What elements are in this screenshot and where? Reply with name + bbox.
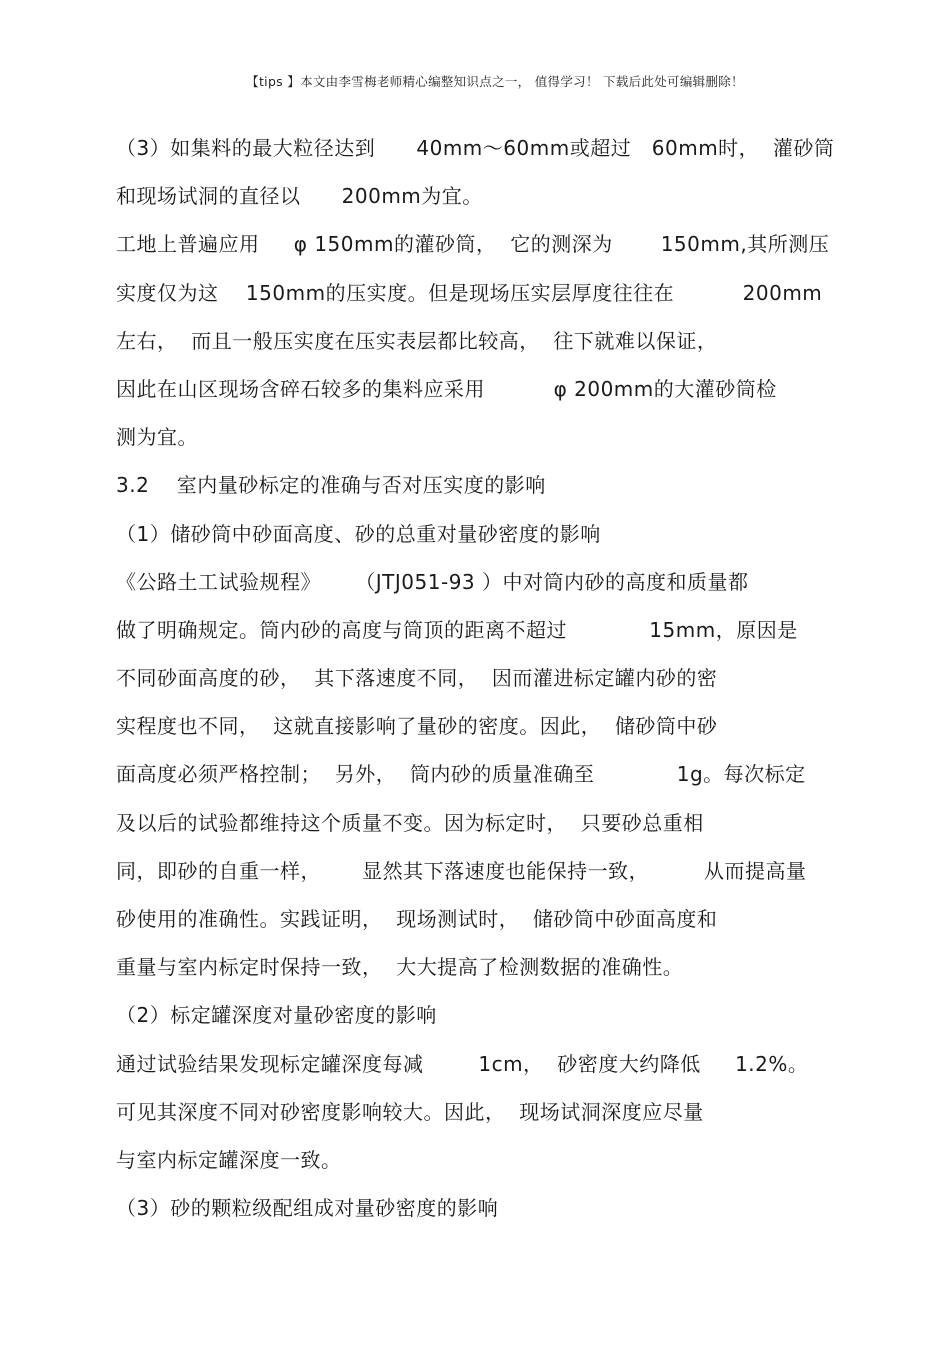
text-line: 可见其深度不同对砂密度影响较大。因此， 现场试洞深度应尽量: [116, 1099, 704, 1124]
text-line: 与室内标定罐深度一致。: [116, 1147, 342, 1172]
text-line: 及以后的试验都维持这个质量不变。因为标定时， 只要砂总重相: [116, 810, 704, 835]
text-line: 不同砂面高度的砂， 其下落速度不同， 因而灌进标定罐内砂的密: [116, 666, 718, 691]
text-line: 重量与室内标定时保持一致， 大大提高了检测数据的准确性。: [116, 955, 684, 980]
text-line: 通过试验结果发现标定罐深度每减 1cm， 砂密度大约降低 1.2%。: [116, 1051, 809, 1076]
text-line: 工地上普遍应用 φ 150mm的灌砂筒， 它的测深为 150mm,其所测压: [116, 232, 830, 257]
subsection-heading: （1）储砂筒中砂面高度、砂的总重对量砂密度的影响: [116, 521, 601, 546]
text-line: 做了明确规定。筒内砂的高度与筒顶的距离不超过 15mm，原因是: [116, 617, 798, 642]
text-line: 和现场试洞的直径以 200mm为宜。: [116, 184, 483, 209]
text-line: 面高度必须严格控制； 另外， 筒内砂的质量准确至 1g。每次标定: [116, 762, 806, 787]
text-line: 测为宜。: [116, 425, 198, 450]
text-line: 砂使用的准确性。实践证明， 现场测试时， 储砂筒中砂面高度和: [116, 907, 718, 931]
text-line: （3）如集料的最大粒径达到 40mm～60mm或超过 60mm时， 灌砂筒: [116, 136, 835, 160]
subsection-heading: （2）标定罐深度对量砂密度的影响: [116, 1003, 437, 1028]
text-line: 左右， 而且一般压实度在压实表层都比较高， 往下就难以保证，: [116, 328, 718, 353]
text-line: 《公路土工试验规程》 （JTJ051-93 ）中对筒内砂的高度和质量都: [116, 569, 749, 594]
text-line: 实度仅为这 150mm的压实度。但是现场压实层厚度往往在 200mm: [116, 280, 823, 305]
header-tip: 【tips 】本文由李雪梅老师精心编整知识点之一， 值得学习！ 下载后此处可编辑删除！: [246, 74, 744, 89]
text-line: 同，即砂的自重一样， 显然其下落速度也能保持一致， 从而提高量: [116, 858, 807, 883]
section-heading: 3.2 室内量砂标定的准确与否对压实度的影响: [116, 473, 546, 498]
document-body: [116, 124, 856, 1232]
text-line: 因此在山区现场含碎石较多的集料应采用 φ 200mm的大灌砂筒检: [116, 376, 777, 401]
subsection-heading: （3）砂的颗粒级配组成对量砂密度的影响: [116, 1196, 499, 1221]
text-line: 实程度也不同， 这就直接影响了量砂的密度。因此， 储砂筒中砂: [116, 714, 718, 739]
